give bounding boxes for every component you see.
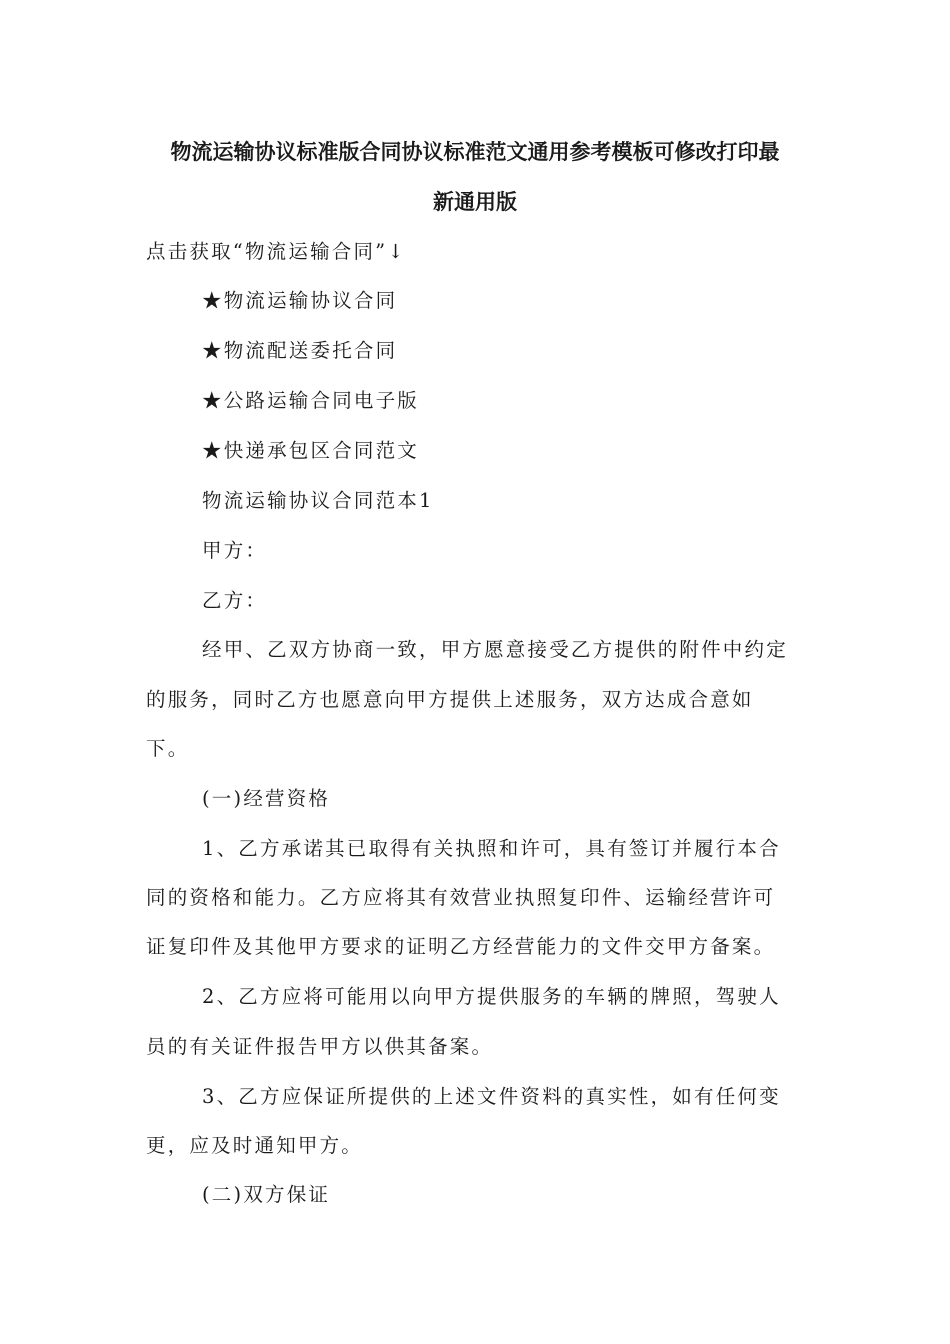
clause-2-line-2: 员的有关证件报告甲方以供其备案。 bbox=[146, 1035, 494, 1058]
clause-3-line-2: 更，应及时通知甲方。 bbox=[146, 1134, 364, 1157]
title-line-2: 新通用版 bbox=[433, 190, 517, 214]
section-1-heading: (一)经营资格 bbox=[202, 787, 331, 810]
section-2-heading: (二)双方保证 bbox=[202, 1183, 331, 1206]
contract-title: 物流运输协议合同范本1 bbox=[202, 489, 434, 512]
link-logistics-delivery-contract[interactable]: ★物流配送委托合同 bbox=[202, 339, 398, 362]
party-a-label: 甲方： bbox=[202, 539, 268, 562]
clause-1-line-3: 证复印件及其他甲方要求的证明乙方经营能力的文件交甲方备案。 bbox=[146, 935, 776, 958]
link-logistics-transport-contract[interactable]: ★物流运输协议合同 bbox=[202, 289, 398, 312]
title-line-1: 物流运输协议标准版合同协议标准范文通用参考模板可修改打印最 bbox=[170, 140, 780, 164]
clause-2-line-1: 2、乙方应将可能用以向甲方提供服务的车辆的牌照，驾驶人 bbox=[202, 985, 781, 1008]
preamble-line-3: 下。 bbox=[146, 737, 190, 760]
party-b-label: 乙方： bbox=[202, 589, 268, 612]
link-road-transport-contract[interactable]: ★公路运输合同电子版 bbox=[202, 389, 420, 412]
intro-link-text[interactable]: 点击获取“物流运输合同”↓ bbox=[146, 240, 406, 263]
link-express-area-contract[interactable]: ★快递承包区合同范文 bbox=[202, 439, 420, 462]
preamble-line-2: 的服务，同时乙方也愿意向甲方提供上述服务，双方达成合意如 bbox=[146, 688, 754, 711]
clause-1-line-1: 1、乙方承诺其已取得有关执照和许可，具有签订并履行本合 bbox=[202, 837, 781, 860]
clause-1-line-2: 同的资格和能力。乙方应将其有效营业执照复印件、运输经营许可 bbox=[146, 886, 776, 909]
clause-3-line-1: 3、乙方应保证所提供的上述文件资料的真实性，如有任何变 bbox=[202, 1085, 781, 1108]
document-title bbox=[140, 127, 810, 227]
preamble-line-1: 经甲、乙双方协商一致，甲方愿意接受乙方提供的附件中约定 bbox=[202, 638, 788, 661]
